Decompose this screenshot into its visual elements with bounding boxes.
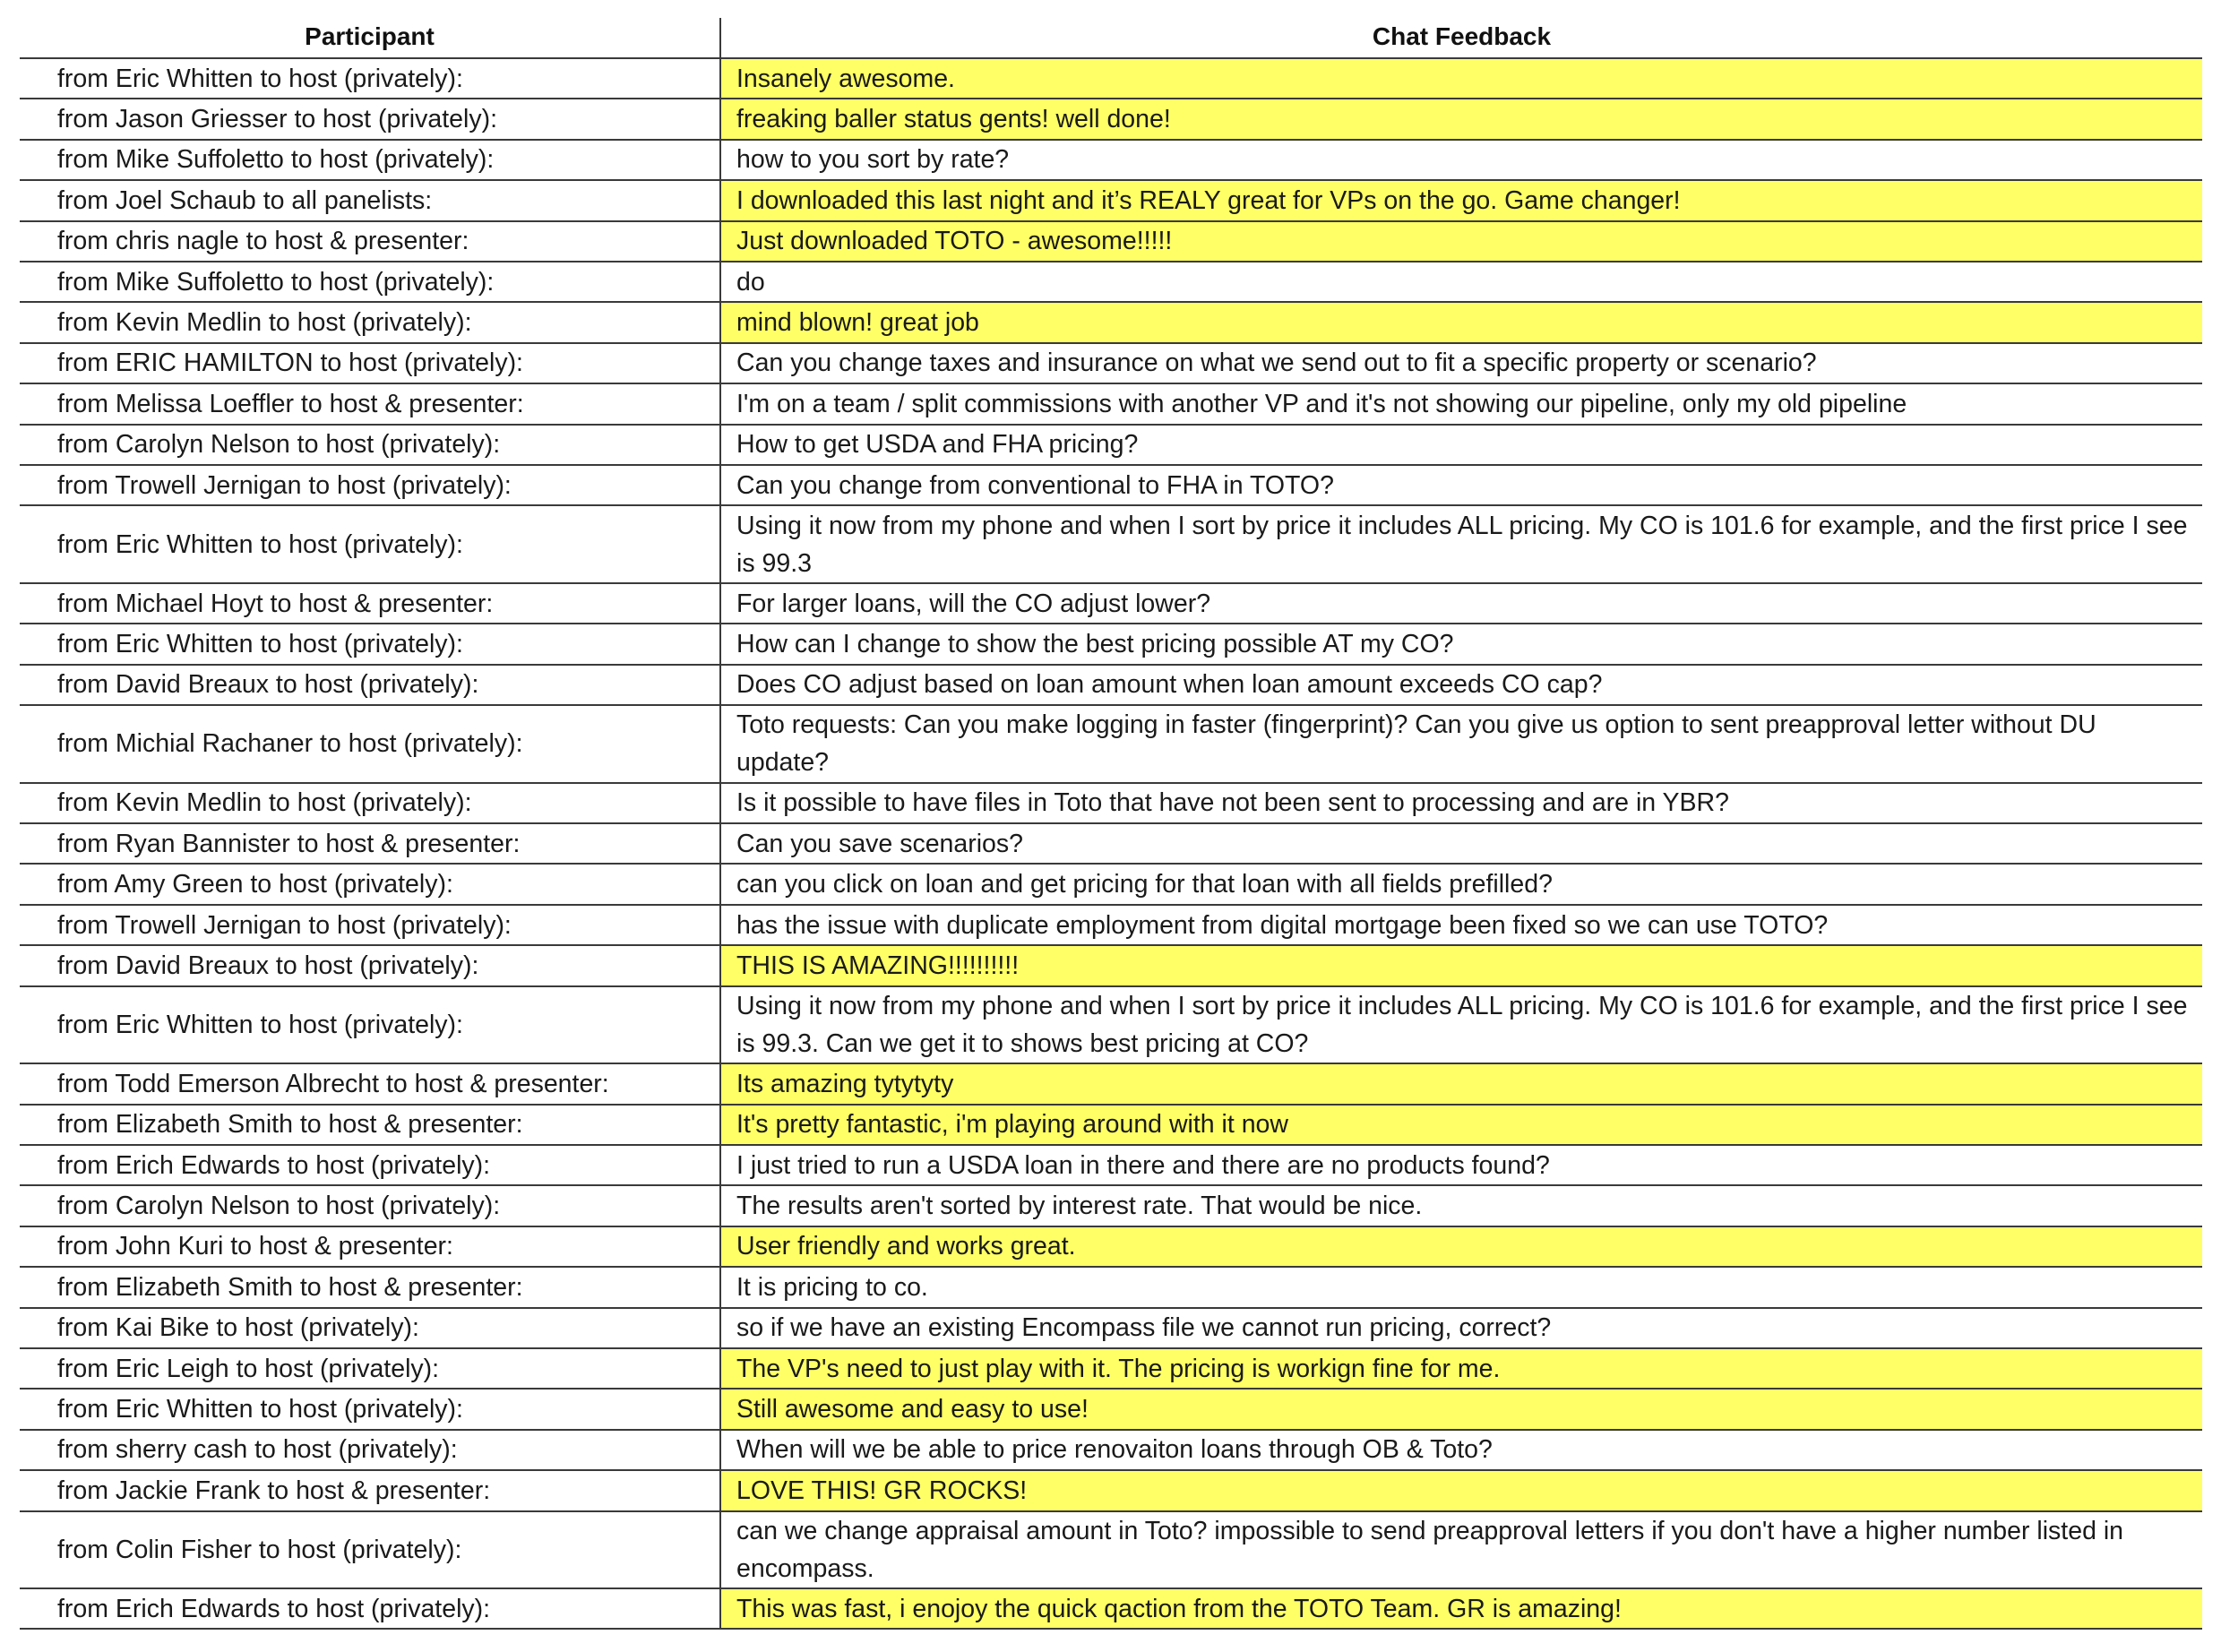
participant-cell: from sherry cash to host (privately): (20, 1430, 720, 1470)
participant-cell: from Elizabeth Smith to host & presenter: (20, 1105, 720, 1145)
table-row (20, 705, 2202, 783)
chat-feedback-table (20, 18, 2202, 1630)
participant-cell: from Jackie Frank to host & presenter: (20, 1470, 720, 1510)
table-row (20, 262, 2202, 302)
participant-cell: from Erich Edwards to host (privately): (20, 1588, 720, 1629)
feedback-cell-highlighted: User friendly and works great. (720, 1226, 2202, 1267)
feedback-cell-highlighted: LOVE THIS! GR ROCKS! (720, 1470, 2202, 1510)
table-row (20, 99, 2202, 139)
feedback-cell: can you click on loan and get pricing for that loan with all fields prefilled? (720, 864, 2202, 904)
feedback-cell: Using it now from my phone and when I sort by price it includes ALL pricing. My CO is 101.6 for example, and the first price I see is 99.3 (720, 505, 2202, 583)
table-row (20, 864, 2202, 904)
participant-cell: from Trowell Jernigan to host (privately): (20, 465, 720, 505)
participant-cell: from Eric Whitten to host (privately): (20, 505, 720, 583)
table-row (20, 1348, 2202, 1389)
table-row (20, 383, 2202, 424)
participant-cell: from Colin Fisher to host (privately): (20, 1511, 720, 1589)
participant-cell: from Eric Whitten to host (privately): (20, 986, 720, 1064)
table-row (20, 180, 2202, 220)
table-row (20, 1063, 2202, 1104)
participant-cell: from Mike Suffoletto to host (privately): (20, 140, 720, 180)
table-row (20, 302, 2202, 342)
feedback-cell: Using it now from my phone and when I sort by price it includes ALL pricing. My CO is 101.6 for example, and the first price I see is 99.3. Can we get it to shows best pricing at CO? (720, 986, 2202, 1064)
table-row (20, 1267, 2202, 1307)
table-row (20, 583, 2202, 624)
feedback-cell: When will we be able to price renovaiton loans through OB & Toto? (720, 1430, 2202, 1470)
participant-cell: from Elizabeth Smith to host & presenter: (20, 1267, 720, 1307)
participant-cell: from Todd Emerson Albrecht to host & presenter: (20, 1063, 720, 1104)
participant-cell: from John Kuri to host & presenter: (20, 1226, 720, 1267)
table-row (20, 1145, 2202, 1185)
participant-cell: from Kai Bike to host (privately): (20, 1308, 720, 1348)
feedback-cell: How to get USDA and FHA pricing? (720, 425, 2202, 465)
table-row (20, 465, 2202, 505)
table-row (20, 1588, 2202, 1629)
participant-cell: from David Breaux to host (privately): (20, 665, 720, 705)
feedback-cell: Does CO adjust based on loan amount when loan amount exceeds CO cap? (720, 665, 2202, 705)
header-row (20, 18, 2202, 58)
feedback-cell-highlighted: This was fast, i enojoy the quick qaction from the TOTO Team. GR is amazing! (720, 1588, 2202, 1629)
table-row (20, 343, 2202, 383)
participant-cell: from Carolyn Nelson to host (privately): (20, 1185, 720, 1226)
feedback-cell: Can you save scenarios? (720, 823, 2202, 864)
participant-cell: from Kevin Medlin to host (privately): (20, 783, 720, 823)
participant-cell: from ERIC HAMILTON to host (privately): (20, 343, 720, 383)
feedback-cell-highlighted: I downloaded this last night and it’s REALY great for VPs on the go. Game changer! (720, 180, 2202, 220)
chat-feedback-column-header: Chat Feedback (720, 18, 2202, 58)
participant-cell: from Eric Whitten to host (privately): (20, 58, 720, 99)
participant-cell: from chris nagle to host & presenter: (20, 221, 720, 262)
feedback-cell-highlighted: Its amazing tytytyty (720, 1063, 2202, 1104)
table-row (20, 1430, 2202, 1470)
participant-cell: from Eric Leigh to host (privately): (20, 1348, 720, 1389)
feedback-cell: I'm on a team / split commissions with another VP and it's not showing our pipeline, only my old pipeline (720, 383, 2202, 424)
feedback-cell: how to you sort by rate? (720, 140, 2202, 180)
participant-cell: from Trowell Jernigan to host (privately): (20, 905, 720, 945)
feedback-cell-highlighted: mind blown! great job (720, 302, 2202, 342)
table-row (20, 1511, 2202, 1589)
participant-cell: from Ryan Bannister to host & presenter: (20, 823, 720, 864)
participant-cell: from Joel Schaub to all panelists: (20, 180, 720, 220)
table-row (20, 58, 2202, 99)
participant-cell: from Erich Edwards to host (privately): (20, 1145, 720, 1185)
table-row (20, 425, 2202, 465)
feedback-cell-highlighted: THIS IS AMAZING!!!!!!!!!! (720, 945, 2202, 985)
table-row (20, 905, 2202, 945)
feedback-cell: can we change appraisal amount in Toto? impossible to send preapproval letters if you don't have a higher number listed in encompass. (720, 1511, 2202, 1589)
table-row (20, 945, 2202, 985)
feedback-cell: For larger loans, will the CO adjust lower? (720, 583, 2202, 624)
participant-cell: from Carolyn Nelson to host (privately): (20, 425, 720, 465)
feedback-cell: I just tried to run a USDA loan in there and there are no products found? (720, 1145, 2202, 1185)
participant-cell: from Melissa Loeffler to host & presenter: (20, 383, 720, 424)
table-row (20, 1389, 2202, 1429)
participant-cell: from Michial Rachaner to host (privately): (20, 705, 720, 783)
table-row (20, 986, 2202, 1064)
feedback-cell: How can I change to show the best pricing possible AT my CO? (720, 624, 2202, 664)
feedback-cell-highlighted: freaking baller status gents! well done! (720, 99, 2202, 139)
table-row (20, 624, 2202, 664)
feedback-cell-highlighted: Just downloaded TOTO - awesome!!!!! (720, 221, 2202, 262)
table-row (20, 783, 2202, 823)
feedback-cell: The results aren't sorted by interest rate. That would be nice. (720, 1185, 2202, 1226)
table-row (20, 221, 2202, 262)
participant-cell: from Eric Whitten to host (privately): (20, 624, 720, 664)
participant-cell: from Michael Hoyt to host & presenter: (20, 583, 720, 624)
table-row (20, 665, 2202, 705)
feedback-cell-highlighted: The VP's need to just play with it. The pricing is workign fine for me. (720, 1348, 2202, 1389)
participant-cell: from Mike Suffoletto to host (privately): (20, 262, 720, 302)
table-row (20, 140, 2202, 180)
feedback-cell-highlighted: Still awesome and easy to use! (720, 1389, 2202, 1429)
feedback-cell-highlighted: It's pretty fantastic, i'm playing around with it now (720, 1105, 2202, 1145)
participant-cell: from Kevin Medlin to host (privately): (20, 302, 720, 342)
table-row (20, 1308, 2202, 1348)
participant-cell: from Eric Whitten to host (privately): (20, 1389, 720, 1429)
feedback-cell: Can you change taxes and insurance on what we send out to fit a specific property or scenario? (720, 343, 2202, 383)
table-row (20, 1226, 2202, 1267)
table-row (20, 1105, 2202, 1145)
table-body (20, 58, 2202, 1629)
feedback-sheet (20, 18, 2202, 1630)
feedback-cell: Toto requests: Can you make logging in faster (fingerprint)? Can you give us option to sent preapproval letter without DU update? (720, 705, 2202, 783)
feedback-cell: has the issue with duplicate employment from digital mortgage been fixed so we can use TOTO? (720, 905, 2202, 945)
table-row (20, 1470, 2202, 1510)
feedback-cell: Can you change from conventional to FHA in TOTO? (720, 465, 2202, 505)
feedback-cell-highlighted: Insanely awesome. (720, 58, 2202, 99)
feedback-cell: do (720, 262, 2202, 302)
feedback-cell: so if we have an existing Encompass file we cannot run pricing, correct? (720, 1308, 2202, 1348)
table-row (20, 505, 2202, 583)
table-row (20, 1185, 2202, 1226)
participant-cell: from Jason Griesser to host (privately): (20, 99, 720, 139)
table-row (20, 823, 2202, 864)
participant-cell: from Amy Green to host (privately): (20, 864, 720, 904)
feedback-cell: Is it possible to have files in Toto that have not been sent to processing and are in YBR? (720, 783, 2202, 823)
feedback-cell: It is pricing to co. (720, 1267, 2202, 1307)
participant-cell: from David Breaux to host (privately): (20, 945, 720, 985)
participant-column-header: Participant (20, 18, 720, 58)
